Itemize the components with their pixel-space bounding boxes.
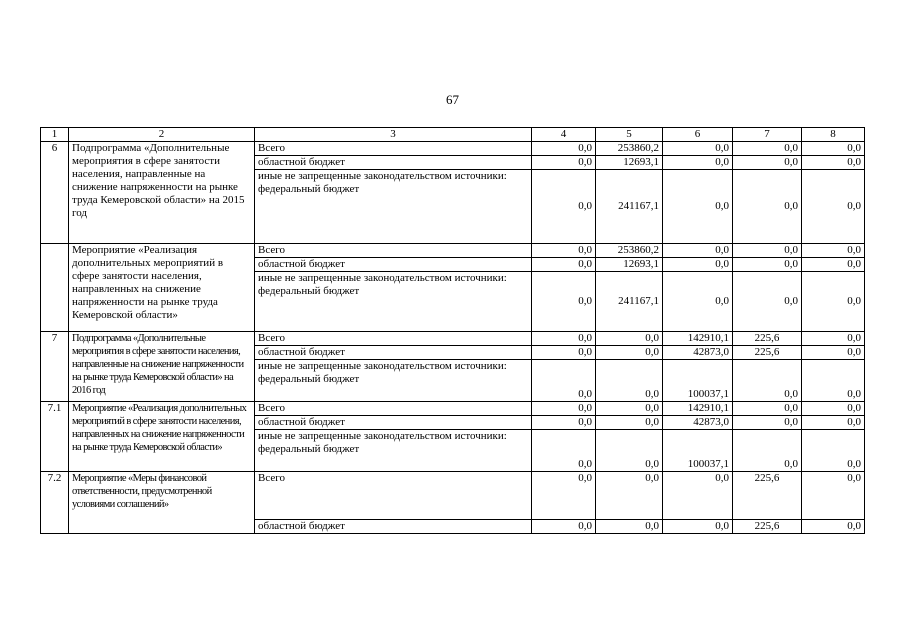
source-label: областной бюджет <box>255 156 532 170</box>
source-label: областной бюджет <box>255 520 532 534</box>
value-cell: 0,0 <box>532 170 596 244</box>
value-cell: 0,0 <box>733 430 802 472</box>
value-cell: 0,0 <box>532 258 596 272</box>
source-label-line: иные не запрещенные законодательством источники: <box>258 360 507 372</box>
header-cell: 2 <box>69 128 255 142</box>
source-label-line: федеральный бюджет <box>258 285 360 297</box>
item-number: 7.2 <box>41 472 69 534</box>
source-label: областной бюджет <box>255 416 532 430</box>
value-cell: 0,0 <box>532 272 596 332</box>
value-cell: 0,0 <box>596 472 663 520</box>
value-cell: 142910,1 <box>663 402 733 416</box>
header-cell: 5 <box>596 128 663 142</box>
table-row <box>41 142 865 156</box>
value-cell: 0,0 <box>663 272 733 332</box>
value-cell: 0,0 <box>663 520 733 534</box>
value-cell: 0,0 <box>802 360 865 402</box>
source-label: Всего <box>255 142 532 156</box>
page-number: 67 <box>446 92 459 107</box>
table-row <box>41 332 865 346</box>
value-cell: 0,0 <box>733 360 802 402</box>
value-cell: 0,0 <box>802 402 865 416</box>
value-cell: 253860,2 <box>596 244 663 258</box>
item-name: Подпрограмма «Дополнительные мероприятия в сфере занятости населения, направленные на снижение напряженности на рынке труда Кемеровской области» на 2015 год <box>69 142 255 244</box>
value-cell: 0,0 <box>802 156 865 170</box>
value-cell: 0,0 <box>532 402 596 416</box>
value-cell: 100037,1 <box>663 360 733 402</box>
value-cell: 0,0 <box>802 520 865 534</box>
value-cell: 0,0 <box>802 472 865 520</box>
header-cell: 8 <box>802 128 865 142</box>
source-label-line: федеральный бюджет <box>258 183 360 195</box>
source-label: Всего <box>255 244 532 258</box>
value-cell: 225,6 <box>733 520 802 534</box>
value-cell: 0,0 <box>596 360 663 402</box>
value-cell: 0,0 <box>532 430 596 472</box>
header-cell: 7 <box>733 128 802 142</box>
value-cell: 12693,1 <box>596 156 663 170</box>
value-cell: 0,0 <box>802 258 865 272</box>
source-label: Всего <box>255 472 532 520</box>
value-cell: 0,0 <box>663 170 733 244</box>
value-cell: 0,0 <box>663 244 733 258</box>
value-cell: 42873,0 <box>663 346 733 360</box>
value-cell: 0,0 <box>663 258 733 272</box>
header-cell: 1 <box>41 128 69 142</box>
value-cell: 0,0 <box>802 430 865 472</box>
item-name: Мероприятие «Реализация дополнительных мероприятий в сфере занятости населения, направленных на снижение напряженности на рынке труда Кемеровской области» <box>69 244 255 332</box>
value-cell: 225,6 <box>733 472 802 520</box>
source-label-line: иные не запрещенные законодательством источники: <box>258 430 507 442</box>
value-cell: 0,0 <box>532 520 596 534</box>
value-cell: 0,0 <box>802 272 865 332</box>
item-number: 6 <box>41 142 69 244</box>
value-cell: 0,0 <box>733 142 802 156</box>
item-name: Подпрограмма «Дополнительные мероприятия в сфере занятости населения, направленные на снижение напряженности на рынке труда Кемеровской области» на 2016 год <box>69 332 255 402</box>
value-cell: 42873,0 <box>663 416 733 430</box>
source-label: областной бюджет <box>255 258 532 272</box>
source-label: областной бюджет <box>255 346 532 360</box>
value-cell: 0,0 <box>733 170 802 244</box>
source-label: Всего <box>255 402 532 416</box>
table-row <box>41 244 865 258</box>
header-cell: 3 <box>255 128 532 142</box>
value-cell: 0,0 <box>532 244 596 258</box>
table-row <box>41 472 865 520</box>
value-cell: 0,0 <box>802 346 865 360</box>
value-cell: 100037,1 <box>663 430 733 472</box>
source-label-line: федеральный бюджет <box>258 443 360 455</box>
header-cell: 4 <box>532 128 596 142</box>
value-cell: 0,0 <box>532 332 596 346</box>
value-cell: 0,0 <box>802 142 865 156</box>
header-cell: 6 <box>663 128 733 142</box>
source-label <box>255 430 532 472</box>
value-cell: 241167,1 <box>596 272 663 332</box>
source-label-line: иные не запрещенные законодательством источники: <box>258 170 507 182</box>
item-name: Мероприятие «Реализация дополнительных мероприятий в сфере занятости населения, направленных на снижение напряженности на рынке труда Кемеровской области» <box>69 402 255 472</box>
value-cell: 0,0 <box>802 170 865 244</box>
value-cell: 0,0 <box>532 416 596 430</box>
value-cell: 0,0 <box>532 360 596 402</box>
source-label <box>255 170 532 244</box>
table-row <box>41 402 865 416</box>
item-number <box>41 244 69 332</box>
value-cell: 0,0 <box>596 416 663 430</box>
value-cell: 142910,1 <box>663 332 733 346</box>
value-cell: 225,6 <box>733 346 802 360</box>
value-cell: 0,0 <box>663 472 733 520</box>
value-cell: 0,0 <box>596 332 663 346</box>
value-cell: 0,0 <box>733 416 802 430</box>
value-cell: 225,6 <box>733 332 802 346</box>
value-cell: 12693,1 <box>596 258 663 272</box>
value-cell: 0,0 <box>596 402 663 416</box>
value-cell: 0,0 <box>596 430 663 472</box>
value-cell: 0,0 <box>532 346 596 360</box>
value-cell: 0,0 <box>596 346 663 360</box>
value-cell: 0,0 <box>733 258 802 272</box>
value-cell: 0,0 <box>596 520 663 534</box>
budget-table <box>40 127 865 534</box>
value-cell: 0,0 <box>733 156 802 170</box>
item-number: 7 <box>41 332 69 402</box>
value-cell: 241167,1 <box>596 170 663 244</box>
value-cell: 0,0 <box>663 142 733 156</box>
source-label: Всего <box>255 332 532 346</box>
source-label <box>255 272 532 332</box>
value-cell: 0,0 <box>733 244 802 258</box>
value-cell: 0,0 <box>532 142 596 156</box>
value-cell: 0,0 <box>733 402 802 416</box>
item-name: Мероприятие «Меры финансовой ответственности, предусмотренной условиями соглашений» <box>69 472 255 534</box>
source-label-line: федеральный бюджет <box>258 373 360 385</box>
value-cell: 0,0 <box>802 332 865 346</box>
value-cell: 0,0 <box>802 416 865 430</box>
value-cell: 0,0 <box>532 156 596 170</box>
value-cell: 0,0 <box>532 472 596 520</box>
header-row <box>41 128 865 142</box>
source-label-line: иные не запрещенные законодательством источники: <box>258 272 507 284</box>
value-cell: 0,0 <box>663 156 733 170</box>
value-cell: 253860,2 <box>596 142 663 156</box>
item-number: 7.1 <box>41 402 69 472</box>
value-cell: 0,0 <box>802 244 865 258</box>
value-cell: 0,0 <box>733 272 802 332</box>
source-label <box>255 360 532 402</box>
